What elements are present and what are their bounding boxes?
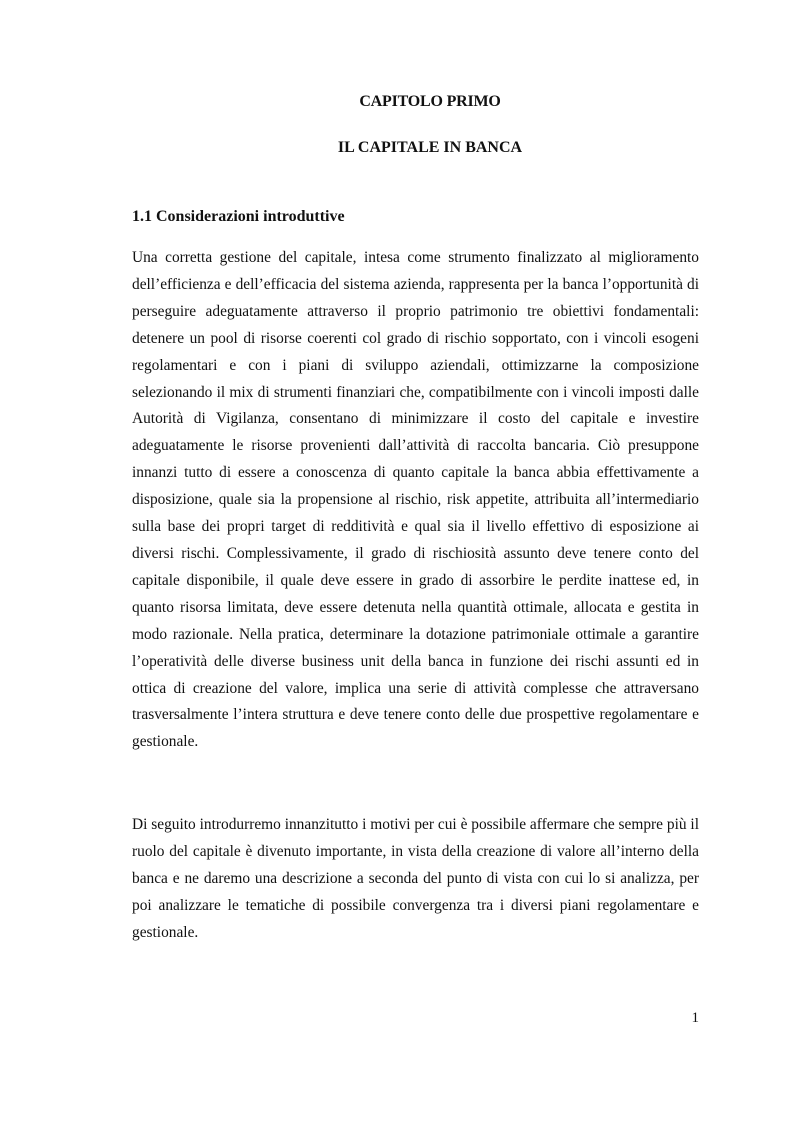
- section-heading: 1.1 Considerazioni introduttive: [132, 208, 345, 225]
- body-paragraph-1: Una corretta gestione del capitale, intesa come strumento finalizzato al miglioramento dell’efficienza e dell’efficacia del sistema azienda, rappresenta per la banca l’opportunità di perseguire adeguatamente attraverso il proprio patrimonio tre obiettivi fondamentali: detenere un pool di risorse coerenti col grado di rischio sopportato, con i vincoli esogeni regolamentari e con i piani di sviluppo aziendali, ottimizzarne la composizione selezionando il mix di strumenti finanziari che, compatibilmente con i vincoli imposti dalle Autorità di Vigilanza, consentano di minimizzare il costo del capitale e investire adeguatamente le risorse provenienti dall’attività di raccolta bancaria. Ciò presuppone innanzi tutto di essere a conoscenza di quanto capitale la banca abbia effettivamente a disposizione, quale sia la propensione al rischio, risk appetite, attribuita all’intermediario sulla base dei propri target di redditività e qual sia il livello effettivo di esposizione ai diversi rischi. Complessivamente, il grado di rischiosità assunto deve tenere conto del capitale disponibile, il quale deve essere in grado di assorbire le perdite inattese ed, in quanto risorsa limitata, deve essere detenuta nella quantità ottimale, allocata e gestita in modo razionale. Nella pratica, determinare la dotazione patrimoniale ottimale a garantire l’operatività delle diverse business unit della banca in funzione dei rischi assunti ed in ottica di creazione del valore, implica una serie di attività complesse che attraversano trasversalmente l’intera struttura e deve tenere conto delle due prospettive regolamentare e gestionale.: [132, 249, 699, 751]
- chapter-title: IL CAPITALE IN BANCA: [337, 139, 523, 156]
- body-paragraph-2: Di seguito introdurremo innanzitutto i motivi per cui è possibile affermare che sempre più il ruolo del capitale è divenuto importante, in vista della creazione di valore all’interno della banca e ne daremo una descrizione a seconda del punto di vista con cui lo si analizza, per poi analizzare le tematiche di possibile convergenza tra i diversi piani regolamentare e gestionale.: [132, 816, 699, 941]
- page-number: 1: [691, 1010, 699, 1026]
- chapter-label: CAPITOLO PRIMO: [359, 93, 501, 110]
